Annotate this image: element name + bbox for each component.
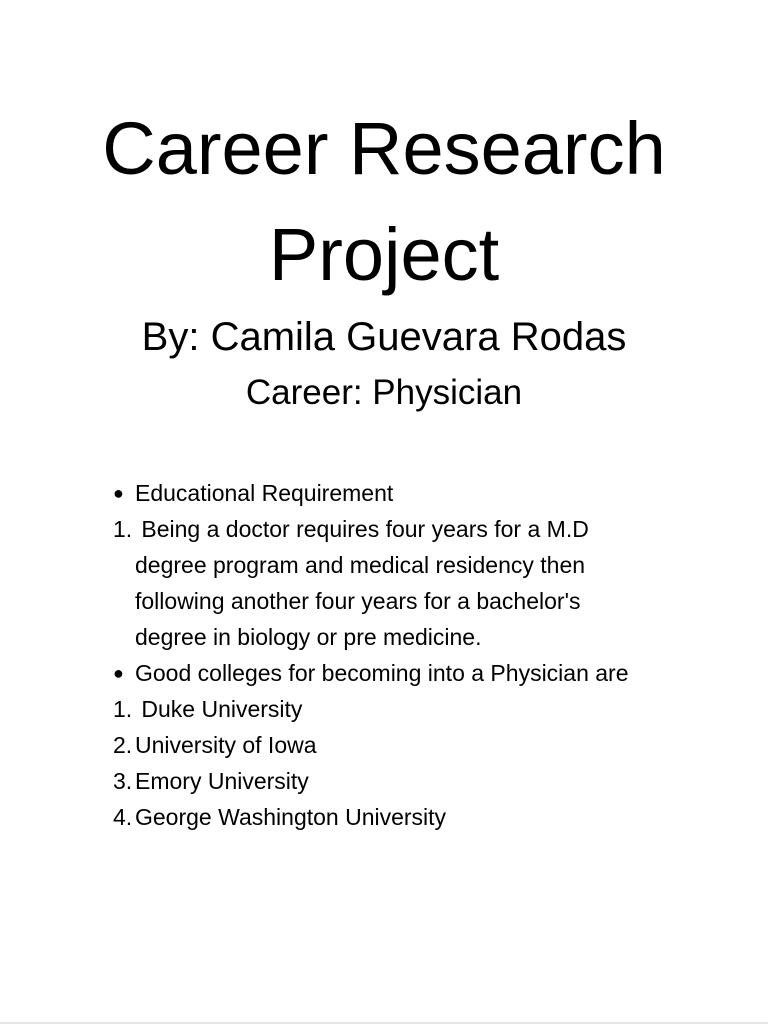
item-number: 1.	[113, 696, 133, 722]
numbered-item	[113, 763, 733, 799]
bullet-marker: ●	[113, 663, 124, 683]
item-number: 3.	[113, 768, 133, 794]
bullet-item	[113, 475, 733, 511]
bullet-heading: Good colleges for becoming into a Physician are	[135, 660, 629, 686]
document-title: Career Research Project	[102, 107, 666, 296]
item-text: Duke University	[135, 696, 303, 722]
bullet-heading: Educational Requirement	[135, 480, 394, 506]
numbered-item	[113, 691, 733, 727]
author-line: By: Camila Guevara Rodas	[141, 315, 627, 359]
numbered-item	[113, 799, 733, 835]
item-text: Emory University	[135, 768, 309, 794]
document-body	[113, 475, 733, 835]
numbered-item	[113, 511, 733, 655]
item-text: Being a doctor requires four years for a M.D degree program and medical residency then following another four years for a bachelor's degree in biology or pre medicine.	[135, 516, 596, 650]
item-number: 4.	[113, 804, 133, 830]
career-line: Career: Physician	[245, 373, 523, 412]
item-text: University of Iowa	[135, 732, 317, 758]
item-text: George Washington University	[135, 804, 447, 830]
bullet-item	[113, 655, 733, 691]
item-number: 2.	[113, 732, 133, 758]
item-number: 1.	[113, 516, 133, 542]
numbered-item	[113, 727, 733, 763]
bullet-marker: ●	[113, 483, 124, 503]
